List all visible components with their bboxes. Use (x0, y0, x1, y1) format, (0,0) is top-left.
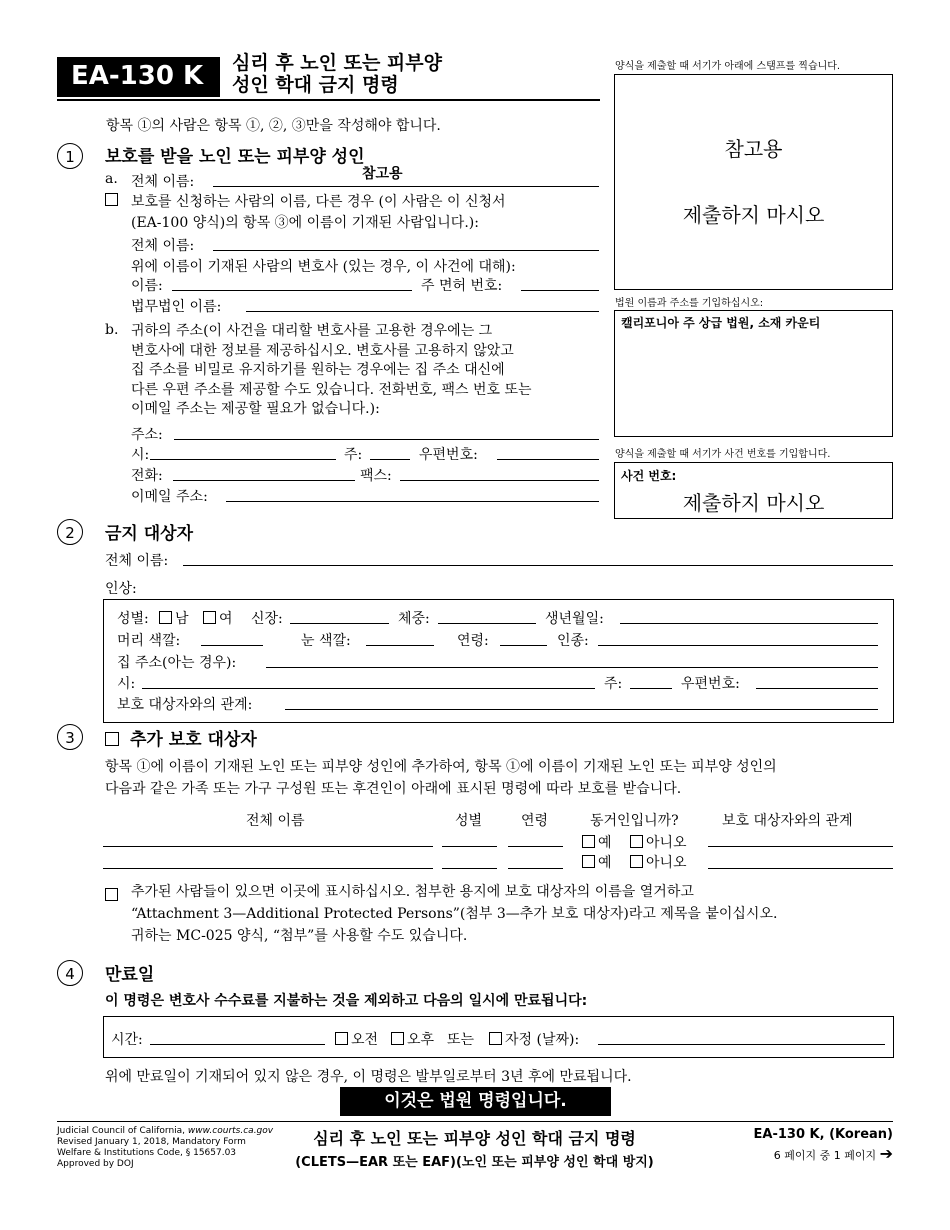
clerk-stamp-box (614, 74, 893, 290)
zip-label: 우편번호: (419, 447, 478, 463)
midnight-label: 자정 (날짜): (505, 1032, 580, 1048)
full-name-value: 참고용 (362, 166, 403, 182)
sex-label: 성별: (117, 611, 149, 627)
person2-no-checkbox[interactable] (630, 855, 643, 868)
footer-right (690, 1127, 893, 1163)
petitioner-line1: 보호를 신청하는 사람의 이름, 다른 경우 (이 사람은 이 신청서 (131, 194, 506, 210)
expiration-date-field[interactable] (598, 1044, 885, 1045)
hair-label: 머리 색깔: (117, 633, 181, 649)
or-label: 또는 (447, 1032, 475, 1048)
form-title (232, 52, 442, 96)
form-id-badge (57, 57, 220, 97)
desc-city-field[interactable] (142, 688, 595, 689)
person1-sex-field[interactable] (442, 846, 497, 847)
midnight-option[interactable] (489, 1029, 579, 1049)
address-label: 주소: (131, 427, 163, 443)
sex-male-option[interactable] (159, 608, 189, 628)
state-label: 주: (344, 447, 363, 463)
eye-field[interactable] (366, 645, 434, 646)
am-label: 오전 (351, 1032, 379, 1048)
person1-no-checkbox[interactable] (630, 835, 643, 848)
case-caption: 양식을 제출할 때 서기가 사건 번호를 기입합니다. (615, 449, 831, 460)
more-persons-line3: 귀하는 MC-025 양식, “첨부”를 사용할 수도 있습니다. (131, 928, 468, 944)
person2-yes-label: 예 (598, 855, 612, 871)
footer-council-line (57, 1126, 273, 1137)
dob-label: 생년월일: (545, 611, 604, 627)
footer-title-line1: 심리 후 노인 또는 피부양 성인 학대 금지 명령 (313, 1129, 636, 1148)
lawyer-intro: 위에 이름이 기재된 사람의 변호사 (있는 경우, 이 사건에 대해): (131, 259, 516, 275)
section-2-heading: 금지 대상자 (105, 524, 194, 544)
pm-label: 오후 (407, 1032, 435, 1048)
weight-field[interactable] (438, 623, 536, 624)
desc-state-label: 주: (604, 676, 623, 692)
form-title-line1: 심리 후 노인 또는 피부양 (232, 52, 442, 74)
address-instructions-line1: 귀하의 주소(이 사건을 대리할 변호사를 고용한 경우에는 그 (131, 323, 493, 339)
dob-field[interactable] (620, 623, 878, 624)
person2-no-label: 아니오 (646, 855, 687, 871)
eye-label: 눈 색깔: (301, 633, 351, 649)
desc-zip-label: 우편번호: (681, 676, 740, 692)
home-address-label: 집 주소(아는 경우): (117, 655, 237, 671)
court-caption: 법원 이름과 주소를 기입하십시오: (615, 298, 764, 309)
city-field[interactable] (150, 459, 336, 460)
pm-checkbox[interactable] (391, 1032, 404, 1045)
petitioner-name-field[interactable] (213, 250, 599, 251)
footer-title (262, 1126, 687, 1170)
relationship-label: 보호 대상자와의 관계: (117, 697, 253, 713)
footer-doj: Approved by DOJ (57, 1159, 134, 1169)
person2-name-field[interactable] (103, 868, 433, 869)
fax-label: 팩스: (360, 468, 392, 484)
section-4-heading: 만료일 (105, 965, 155, 985)
person2-sex-field[interactable] (442, 868, 497, 869)
footer-form-id: EA-130 K, (Korean) (753, 1127, 893, 1142)
firm-name-label: 법무법인 이름: (131, 299, 222, 315)
footer-code: Welfare & Institutions Code, § 15657.03 (57, 1148, 237, 1158)
person1-yes-checkbox[interactable] (582, 835, 595, 848)
clerk-stamp-caption: 양식을 제출할 때 서기가 아래에 스탬프를 찍습니다. (615, 61, 841, 72)
full-name-label: 전체 이름: (131, 174, 195, 190)
section-1-heading: 보호를 받을 노인 또는 피부양 성인 (105, 147, 365, 167)
footer-page: 6 페이지 중 1 페이지 (773, 1149, 877, 1162)
person1-yes-label: 예 (598, 835, 612, 851)
section-3-heading: 추가 보호 대상자 (130, 730, 257, 750)
midnight-checkbox[interactable] (489, 1032, 502, 1045)
person2-yes-checkbox[interactable] (582, 855, 595, 868)
full-name-field[interactable] (213, 186, 599, 187)
email-field[interactable] (226, 501, 599, 502)
case-number-value: 제출하지 마시오 (682, 491, 825, 515)
race-field[interactable] (598, 645, 878, 646)
hair-field[interactable] (201, 645, 263, 646)
male-label: 남 (175, 611, 189, 627)
petitioner-line2: (EA-100 양식)의 항목 ③에 이름이 기재된 사람입니다.): (131, 215, 479, 231)
address-instructions-line5: 이메일 주소는 제공할 필요가 없습니다.): (131, 401, 380, 417)
court-order-banner-text: 이것은 법원 명령입니다. (384, 1091, 567, 1111)
bar-number-field[interactable] (521, 290, 599, 291)
desc-zip-field[interactable] (756, 688, 878, 689)
section-2-number: 2 (57, 519, 83, 545)
person2-no-option[interactable] (630, 852, 687, 872)
person2-yes-option[interactable] (582, 852, 612, 872)
petitioner-text (131, 192, 506, 234)
bar-number-label: 주 면허 번호: (421, 278, 503, 294)
am-checkbox[interactable] (335, 1032, 348, 1045)
description-label: 인상: (105, 581, 137, 597)
footer-title-line2 (262, 1151, 687, 1170)
pm-option[interactable] (391, 1029, 434, 1049)
footer-revised: Revised January 1, 2018, Mandatory Form (57, 1137, 246, 1147)
person2-relationship-field[interactable] (708, 868, 893, 869)
col-lives-with: 동거인입니까? (590, 813, 679, 829)
person1-name-field[interactable] (103, 846, 433, 847)
address-instructions-line3: 집 주소를 비밀로 유지하기를 원하는 경우에는 집 주소 대신에 (131, 362, 505, 378)
col-full-name: 전체 이름 (246, 813, 305, 829)
restrained-name-label: 전체 이름: (105, 553, 169, 569)
item-b-letter: b. (105, 322, 119, 338)
more-persons-text (131, 881, 777, 947)
description-box (103, 599, 894, 723)
person1-yes-option[interactable] (582, 832, 612, 852)
footer-council: Judicial Council of California, (57, 1126, 186, 1136)
phone-label: 전화: (131, 468, 163, 484)
form-id: EA-130 K (71, 61, 204, 91)
footer-website[interactable]: www.courts.ca.gov (187, 1126, 274, 1136)
intro-text: 항목 ①의 사람은 항목 ①, ②, ③만을 작성해야 합니다. (106, 118, 441, 134)
court-name: 캘리포니아 주 상급 법원, 소재 카운티 (621, 316, 821, 330)
person2-age-field[interactable] (508, 868, 563, 869)
petitioner-checkbox[interactable] (105, 193, 118, 206)
footer-title-subtitle: (노인 또는 피부양 성인 학대 방지) (455, 1155, 654, 1170)
zip-field[interactable] (497, 459, 599, 460)
do-not-file-label: 제출하지 마시오 (682, 203, 825, 227)
firm-name-field[interactable] (246, 311, 599, 312)
address-field[interactable] (174, 439, 599, 440)
next-page-arrow-icon[interactable]: ➔ (879, 1144, 893, 1163)
case-number-box[interactable] (614, 462, 893, 519)
home-address-field[interactable] (266, 667, 878, 668)
section-3-checkbox-wrap (105, 730, 122, 749)
desc-city-label: 시: (117, 676, 136, 692)
petitioner-name-label: 전체 이름: (131, 238, 195, 254)
expiration-lead: 이 명령은 변호사 수수료를 지불하는 것을 제외하고 다음의 일시에 만료됩니다: (105, 993, 588, 1009)
address-instructions-line2: 변호사에 대한 정보를 제공하십시오. 변호사를 고용하지 않았고 (131, 342, 514, 359)
race-label: 인종: (557, 633, 589, 649)
person1-relationship-field[interactable] (708, 846, 893, 847)
height-field[interactable] (290, 623, 389, 624)
sex-female-option[interactable] (203, 608, 233, 628)
desc-state-field[interactable] (630, 688, 672, 689)
more-persons-checkbox-wrap (105, 885, 121, 904)
expiration-time-field[interactable] (150, 1044, 325, 1045)
col-sex: 성별 (455, 813, 483, 829)
expiration-time-label: 시간: (111, 1032, 143, 1048)
case-number-label: 사건 번호: (621, 469, 677, 483)
person1-no-option[interactable] (630, 832, 687, 852)
female-label: 여 (219, 611, 233, 627)
section-3-number: 3 (57, 724, 83, 750)
fax-field[interactable] (400, 480, 599, 481)
section-4-number: 4 (57, 960, 83, 986)
age-label: 연령: (457, 633, 489, 649)
lawyer-name-label: 이름: (131, 278, 163, 294)
address-instructions-line4: 다른 우편 주소를 제공할 수도 있습니다. 전화번호, 팩스 번호 또는 (131, 381, 532, 398)
weight-label: 체중: (398, 611, 430, 627)
section-1-number: 1 (57, 143, 83, 169)
item-a-letter: a. (105, 171, 118, 187)
petitioner-checkbox-row (105, 193, 121, 209)
am-option[interactable] (335, 1029, 378, 1049)
col-age: 연령 (521, 813, 549, 829)
section-3-intro (105, 756, 777, 800)
footer-title-clets: (CLETS—EAR 또는 EAF) (295, 1155, 456, 1170)
lawyer-name-field[interactable] (172, 290, 412, 291)
age-field[interactable] (500, 645, 547, 646)
col-relationship: 보호 대상자와의 관계 (722, 813, 853, 829)
expiration-note: 위에 만료일이 기재되어 있지 않은 경우, 이 명령은 발부일로부터 3년 후에 만료됩니다. (105, 1069, 632, 1085)
form-title-line2: 성인 학대 금지 명령 (232, 74, 399, 96)
city-label: 시: (131, 447, 150, 463)
person1-age-field[interactable] (508, 846, 563, 847)
footer-page-line (690, 1144, 893, 1163)
reference-only-label: 참고용 (724, 137, 783, 161)
phone-field[interactable] (173, 480, 355, 481)
state-field[interactable] (370, 459, 410, 460)
footer-legal (57, 1126, 273, 1170)
female-checkbox[interactable] (203, 611, 216, 624)
court-box[interactable] (614, 310, 893, 437)
more-persons-line2: “Attachment 3—Additional Protected Persons”(첨부 3—추가 보호 대상자)라고 제목을 붙이십시오. (131, 906, 778, 922)
relationship-field[interactable] (285, 709, 878, 710)
more-persons-checkbox[interactable] (105, 888, 118, 901)
header-rule (57, 99, 600, 101)
male-checkbox[interactable] (159, 611, 172, 624)
person1-no-label: 아니오 (646, 835, 687, 851)
expiration-box (103, 1016, 894, 1058)
email-label: 이메일 주소: (131, 489, 208, 505)
footer-rule (57, 1121, 893, 1122)
more-persons-line1: 추가된 사람들이 있으면 이곳에 표시하십시오. 첨부한 용지에 보호 대상자의 이름을 열거하고 (131, 884, 694, 900)
restrained-name-field[interactable] (183, 565, 893, 566)
section-3-intro-line2: 다음과 같은 가족 또는 가구 구성원 또는 후견인이 아래에 표시된 명령에 따라 보호를 받습니다. (105, 781, 682, 797)
address-instructions (131, 322, 532, 420)
court-order-banner (340, 1087, 611, 1116)
section-3-checkbox[interactable] (105, 732, 119, 746)
height-label: 신장: (251, 611, 283, 627)
section-3-intro-line1: 항목 ①에 이름이 기재된 노인 또는 피부양 성인에 추가하여, 항목 ①에 이름이 기재된 노인 또는 피부양 성인의 (105, 759, 777, 775)
